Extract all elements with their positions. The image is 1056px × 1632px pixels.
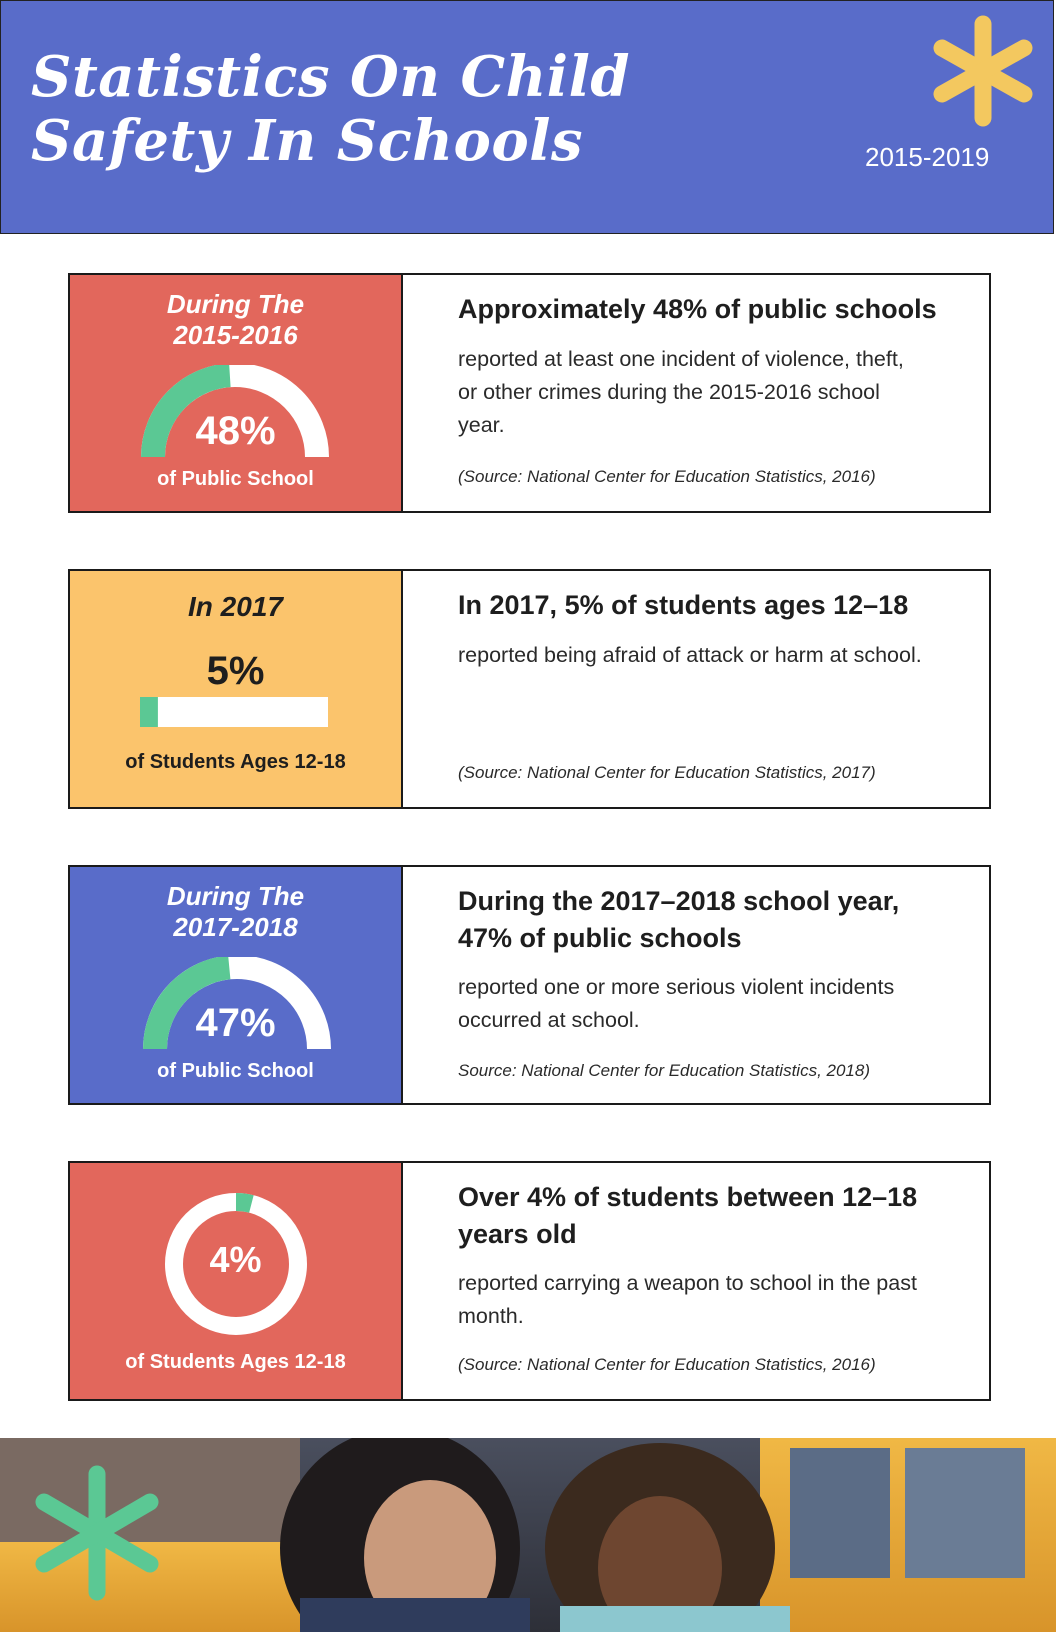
title-line-1: Statistics On Child bbox=[31, 44, 631, 110]
stat-source: (Source: National Center for Education Statistics, 2016) bbox=[458, 1355, 876, 1374]
stat-subject: of Public School bbox=[157, 468, 314, 490]
progress-bar bbox=[140, 697, 328, 729]
stat-source: (Source: National Center for Education Statistics, 2016) bbox=[458, 467, 876, 486]
stat-value: 5% bbox=[206, 649, 265, 693]
stat-headline bbox=[458, 883, 938, 957]
title-line-2: Safety In Schools bbox=[31, 108, 584, 174]
period-line-1: In 2017 bbox=[188, 591, 283, 622]
page-title bbox=[31, 45, 731, 173]
asterisk-icon bbox=[929, 15, 1037, 127]
students-photo bbox=[0, 1438, 1056, 1632]
headline-line-2: 47% of public schools bbox=[458, 923, 742, 953]
progress-track bbox=[140, 697, 328, 727]
stat-subject: of Students Ages 12-18 bbox=[125, 1351, 346, 1373]
stat-body: reported at least one incident of violence, theft, or other crimes during the 2015-2016 school year. bbox=[458, 347, 904, 437]
stat-panel bbox=[70, 867, 403, 1103]
stat-body: reported one or more serious violent incidents occurred at school. bbox=[458, 975, 895, 1032]
stat-subject: of Public School bbox=[157, 1060, 314, 1082]
stat-value: 48% bbox=[195, 409, 276, 453]
stat-description bbox=[458, 571, 989, 807]
stat-source: (Source: National Center for Education Statistics, 2017) bbox=[458, 763, 876, 782]
year-range: 2015-2019 bbox=[865, 142, 990, 172]
period-line-2: 2015-2016 bbox=[173, 320, 298, 350]
stat-headline: In 2017, 5% of students ages 12–18 bbox=[458, 590, 909, 620]
stat-panel bbox=[70, 275, 403, 511]
period-label bbox=[70, 881, 401, 943]
headline-line-1: Over 4% of students between 12–18 bbox=[458, 1182, 918, 1212]
photo-illustration bbox=[0, 1438, 1056, 1632]
stat-value: 4% bbox=[209, 1239, 262, 1280]
stat-description bbox=[458, 1163, 989, 1399]
stat-description bbox=[458, 867, 989, 1103]
period-line-1: During The bbox=[166, 289, 305, 319]
stat-card-2017 bbox=[68, 569, 991, 809]
stat-subject: of Students Ages 12-18 bbox=[125, 751, 346, 773]
stat-panel bbox=[70, 1163, 403, 1399]
stat-description bbox=[458, 275, 989, 511]
progress-fill bbox=[140, 697, 158, 727]
stat-headline: Approximately 48% of public schools bbox=[458, 294, 937, 324]
period-label bbox=[70, 591, 401, 622]
stat-source: Source: National Center for Education Statistics, 2018) bbox=[458, 1061, 870, 1080]
stat-panel bbox=[70, 571, 403, 807]
period-line-1: During The bbox=[166, 881, 305, 911]
headline-line-1: During the 2017–2018 school year, bbox=[458, 886, 900, 916]
period-line-2: 2017-2018 bbox=[173, 912, 298, 942]
stat-card-2015-2016 bbox=[68, 273, 991, 513]
period-label bbox=[70, 289, 401, 351]
header-banner bbox=[0, 0, 1054, 234]
stat-value: 47% bbox=[195, 1001, 276, 1045]
stat-headline bbox=[458, 1179, 938, 1253]
stat-card-weapon bbox=[68, 1161, 991, 1401]
headline-line-2: years old bbox=[458, 1219, 577, 1249]
stat-body: reported carrying a weapon to school in the past month. bbox=[458, 1271, 917, 1328]
stat-body: reported being afraid of attack or harm at school. bbox=[458, 643, 922, 667]
stat-card-2017-2018 bbox=[68, 865, 991, 1105]
donut-fill bbox=[236, 1202, 251, 1204]
